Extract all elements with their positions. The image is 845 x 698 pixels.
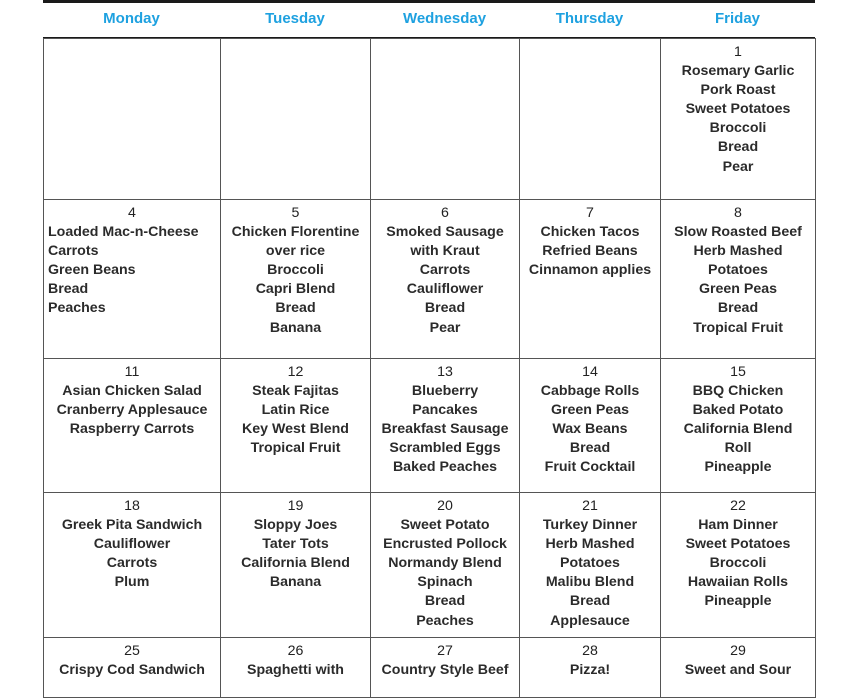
day-cell-monday	[44, 39, 221, 200]
menu-item: Rosemary Garlic	[681, 63, 795, 80]
menu-item: Broccoli	[709, 120, 767, 137]
menu-item: Pear	[429, 319, 461, 336]
day-cell-wednesday	[371, 39, 520, 200]
menu-item: Bread	[569, 593, 611, 610]
day-number: 15	[730, 364, 746, 380]
weekday-friday: Friday	[714, 10, 760, 27]
menu-item: BBQ Chicken	[692, 383, 784, 400]
day-cell-friday	[661, 359, 816, 493]
day-cell-friday	[661, 39, 816, 200]
menu-item: Chicken Tacos	[540, 224, 640, 241]
menu-item: Crispy Cod Sandwich	[59, 662, 205, 679]
menu-item: Loaded Mac-n-Cheese	[48, 224, 199, 241]
day-number: 12	[287, 364, 304, 380]
menu-item: Ham Dinner	[698, 517, 778, 534]
day-cell-wednesday	[371, 200, 520, 359]
day-number: 6	[441, 205, 449, 221]
menu-item: Blueberry	[411, 383, 479, 400]
day-cell-wednesday	[371, 359, 520, 493]
menu-calendar-grid	[43, 38, 816, 698]
menu-item: Smoked Sausage	[386, 224, 504, 241]
menu-item: Sweet Potatoes	[685, 536, 791, 553]
day-cell-tuesday	[221, 638, 371, 698]
day-number: 4	[128, 205, 136, 221]
menu-item: Slow Roasted Beef	[674, 224, 802, 241]
week-row	[44, 638, 816, 698]
menu-item: Plum	[114, 574, 150, 591]
menu-item: Asian Chicken Salad	[62, 383, 202, 400]
weekday-monday: Monday	[103, 10, 160, 27]
menu-item: Sweet and Sour	[684, 662, 792, 679]
day-cell-tuesday	[221, 39, 371, 200]
day-cell-monday	[44, 200, 221, 359]
day-cell-monday	[44, 359, 221, 493]
day-cell-monday	[44, 493, 221, 638]
week-row	[44, 493, 816, 638]
menu-item: Hawaiian Rolls	[687, 574, 789, 591]
week-row	[44, 359, 816, 493]
day-number: 19	[287, 498, 304, 514]
menu-item: Sweet Potato	[400, 517, 490, 534]
menu-item: Bread	[569, 440, 611, 457]
menu-item: Bread	[48, 281, 89, 298]
menu-item: Pizza!	[569, 662, 611, 679]
day-cell-friday	[661, 638, 816, 698]
menu-item: Pineapple	[704, 593, 772, 610]
menu-item: Bread	[717, 139, 759, 156]
day-number: 26	[287, 643, 304, 659]
menu-item: Country Style Beef	[381, 662, 509, 679]
menu-item: Herb Mashed	[545, 536, 635, 553]
menu-item: Baked Peaches	[392, 459, 498, 476]
weekday-thursday: Thursday	[555, 10, 624, 27]
menu-item: Raspberry Carrots	[69, 421, 195, 438]
day-cell-thursday	[520, 39, 661, 200]
menu-item: Chicken Florentine	[231, 224, 360, 241]
day-cell-thursday	[520, 200, 661, 359]
menu-item: Tropical Fruit	[693, 319, 783, 336]
menu-item: Breakfast Sausage	[381, 421, 509, 438]
menu-item: Bread	[717, 300, 759, 317]
menu-item: Pancakes	[412, 402, 478, 419]
menu-item: Cinnamon applies	[528, 262, 652, 279]
day-number: 1	[734, 44, 742, 60]
menu-item: Encrusted Pollock	[383, 536, 507, 553]
day-cell-friday	[661, 493, 816, 638]
day-number: 22	[730, 498, 746, 514]
day-cell-wednesday	[371, 638, 520, 698]
menu-item: Peaches	[416, 612, 474, 629]
menu-item: Wax Beans	[552, 421, 628, 438]
menu-item: Cranberry Applesauce	[56, 402, 208, 419]
day-number: 21	[582, 498, 598, 514]
menu-item: Cauliflower	[93, 536, 171, 553]
menu-item: Banana	[269, 574, 322, 591]
menu-item: Baked Potato	[692, 402, 784, 419]
menu-item: Scrambled Eggs	[389, 440, 501, 457]
menu-item: Broccoli	[709, 555, 767, 572]
menu-item: Greek Pita Sandwich	[61, 517, 203, 534]
menu-item: with Kraut	[410, 243, 480, 260]
menu-item: Spaghetti with	[247, 662, 344, 679]
day-cell-thursday	[520, 493, 661, 638]
menu-item: Cabbage Rolls	[540, 383, 640, 400]
menu-item: Herb Mashed	[693, 243, 783, 260]
week-row	[44, 39, 816, 200]
menu-item: Potatoes	[560, 555, 620, 572]
day-number: 28	[582, 643, 598, 659]
menu-item: Bread	[424, 593, 466, 610]
menu-item: Latin Rice	[261, 402, 330, 419]
menu-item: Key West Blend	[242, 421, 349, 438]
menu-item: Steak Fajitas	[252, 383, 339, 400]
menu-item: Carrots	[419, 262, 471, 279]
menu-item: Pineapple	[704, 459, 772, 476]
menu-item: Capri Blend	[255, 281, 336, 298]
menu-item: Green Peas	[698, 281, 778, 298]
menu-item: Broccoli	[267, 262, 324, 279]
menu-item: Pork Roast	[700, 82, 776, 99]
weekday-header-row	[43, 3, 815, 38]
day-cell-tuesday	[221, 493, 371, 638]
day-cell-friday	[661, 200, 816, 359]
menu-item: Carrots	[106, 555, 158, 572]
menu-item: Spinach	[417, 574, 473, 591]
menu-item: Cauliflower	[406, 281, 484, 298]
menu-item: Tater Tots	[262, 536, 329, 553]
calendar-body	[44, 39, 816, 698]
menu-item: Refried Beans	[542, 243, 638, 260]
day-number: 5	[291, 205, 300, 221]
menu-item: Carrots	[48, 243, 99, 260]
menu-item: Green Beans	[48, 262, 136, 279]
menu-item: California Blend	[683, 421, 793, 438]
day-number: 29	[730, 643, 746, 659]
day-cell-tuesday	[221, 200, 371, 359]
day-number: 20	[437, 498, 453, 514]
day-cell-tuesday	[221, 359, 371, 493]
menu-item: Bread	[275, 300, 316, 317]
menu-item: California Blend	[241, 555, 350, 572]
day-number: 11	[124, 364, 140, 380]
menu-item: Sweet Potatoes	[685, 101, 791, 118]
day-number: 14	[582, 364, 598, 380]
day-number: 27	[437, 643, 453, 659]
menu-item: Pear	[722, 158, 754, 175]
menu-item: Normandy Blend	[388, 555, 502, 572]
weekday-wednesday: Wednesday	[402, 10, 487, 27]
menu-item: Malibu Blend	[545, 574, 635, 591]
menu-item: Applesauce	[550, 612, 630, 629]
day-number: 25	[124, 643, 140, 659]
day-cell-thursday	[520, 359, 661, 493]
menu-item: Fruit Cocktail	[544, 459, 636, 476]
menu-item: over rice	[265, 243, 326, 260]
day-cell-wednesday	[371, 493, 520, 638]
menu-item: Banana	[269, 319, 322, 336]
day-number: 13	[437, 364, 453, 380]
menu-item: Sloppy Joes	[253, 517, 338, 534]
week-row	[44, 200, 816, 359]
day-cell-thursday	[520, 638, 661, 698]
menu-item: Potatoes	[708, 262, 768, 279]
weekday-tuesday: Tuesday	[265, 10, 325, 27]
menu-item: Peaches	[48, 300, 106, 317]
day-cell-monday	[44, 638, 221, 698]
menu-item: Tropical Fruit	[250, 440, 341, 457]
menu-item: Bread	[424, 300, 466, 317]
menu-item: Turkey Dinner	[542, 517, 638, 534]
day-number: 8	[734, 205, 742, 221]
day-number: 18	[124, 498, 140, 514]
menu-item: Green Peas	[550, 402, 630, 419]
day-number: 7	[586, 205, 594, 221]
menu-item: Roll	[724, 440, 752, 457]
